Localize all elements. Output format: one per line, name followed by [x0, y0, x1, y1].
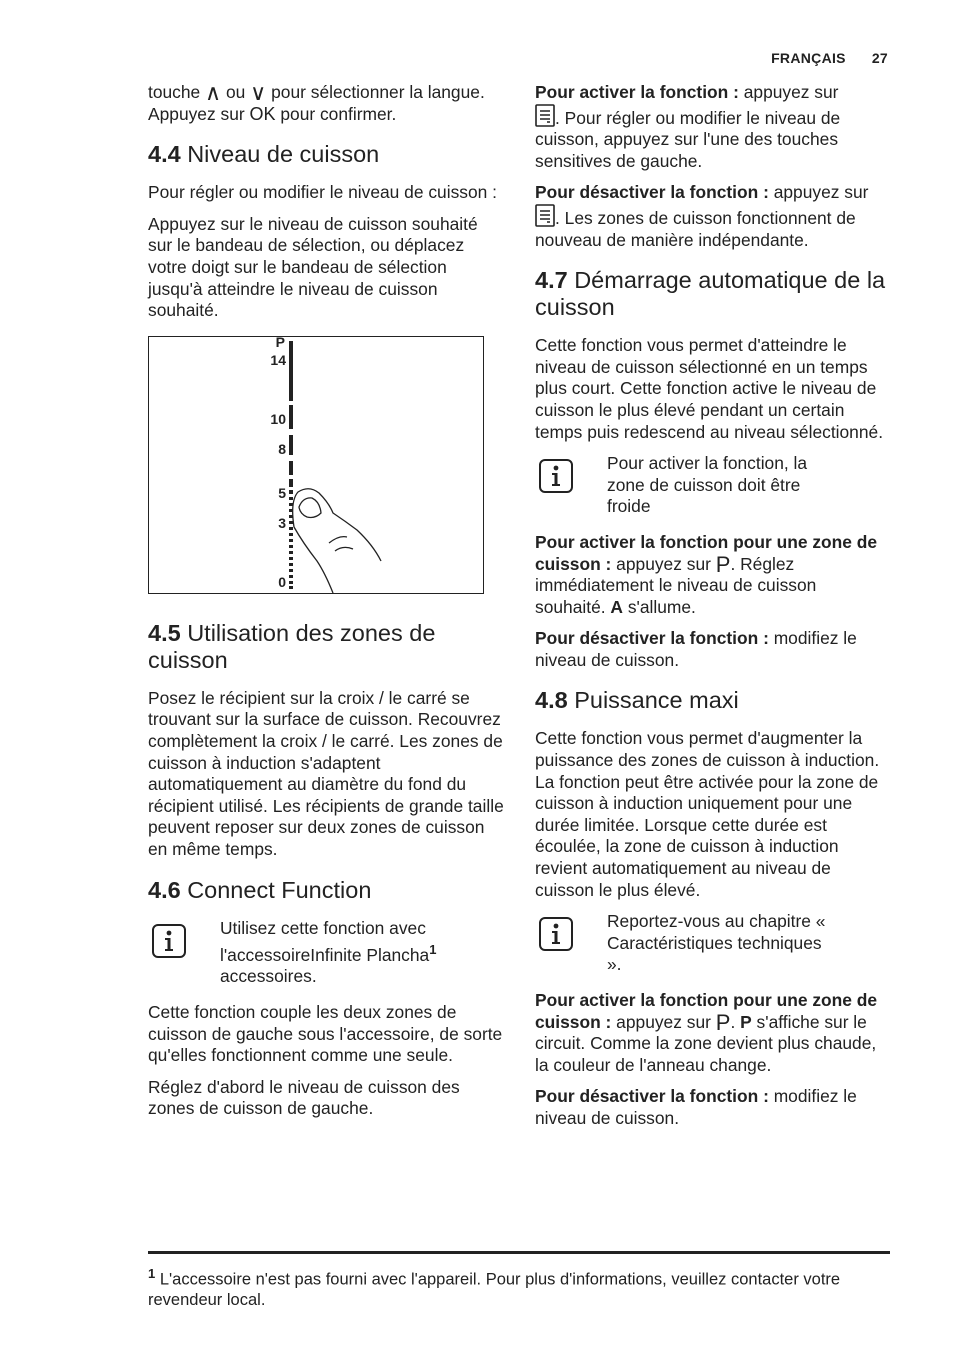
intro-text-2: ou: [221, 82, 251, 102]
section-4-8-heading: [535, 687, 891, 714]
section-4-7-p2: [535, 532, 891, 618]
text: s'affiche sur le circuit. Comme la zone devient plus chaude, la couleur de l'anneau change.: [535, 1011, 877, 1075]
info-note-text: Pour activer la fonction, la zone de cuisson doit être froide: [607, 453, 808, 517]
section-4-6-p1: Cette fonction couple les deux zones de cuisson de gauche sous l'accessoire, de sorte qu'elles fonctionnent comme une seule.: [148, 1002, 503, 1066]
section-number: 4.7: [535, 267, 568, 294]
section-number: 4.8: [535, 687, 568, 714]
text: s'allume.: [622, 596, 696, 617]
info-note: [535, 911, 891, 976]
section-number: 4.5: [148, 619, 181, 646]
footnote-number: 1: [148, 1266, 156, 1281]
section-4-7-p3: [535, 628, 891, 671]
section-4-4-p1: Pour régler ou modifier le niveau de cuisson :: [148, 182, 497, 203]
bold-lead: Pour activer la fonction pour une zone de cuisson :: [535, 990, 878, 1032]
section-4-8-p2: [535, 990, 891, 1076]
slider-figure: [148, 336, 484, 594]
text: . Les zones de cuisson fonctionnent de nouveau de manière indépendante.: [535, 207, 856, 250]
header-language: FRANÇAIS: [771, 50, 846, 66]
slider-label-10: 10: [270, 410, 286, 427]
slider-illustration: [149, 337, 483, 593]
info-icon: [539, 459, 573, 493]
bold-lead: Pour activer la fonction :: [535, 82, 739, 102]
section-title: Niveau de cuisson: [180, 141, 380, 168]
footnote-text: L'accessoire n'est pas fourni avec l'appareil. Pour plus d'informations, veuillez contacter votre revendeur local.: [148, 1270, 841, 1309]
text: . Réglez immédiatement le niveau de cuisson souhaité.: [535, 553, 817, 617]
section-4-7-heading: [535, 267, 891, 321]
down-arrow-icon: ∨: [250, 80, 267, 105]
slider-label-p: P: [275, 336, 285, 350]
p-key-icon: P: [715, 551, 731, 577]
connect-function-icon: [535, 104, 555, 128]
deactivate-function: [535, 182, 891, 251]
info-icon: [152, 924, 186, 958]
bold-lead: Pour activer la fonction pour une zone de cuisson :: [535, 531, 878, 574]
text: appuyez sur: [611, 553, 716, 574]
slider-label-14: 14: [270, 351, 286, 368]
footnote: [148, 1264, 890, 1311]
note-text-a: Utilisez cette fonction avec l'accessoireInfinite Plancha: [220, 917, 430, 965]
info-note-text: [220, 918, 506, 989]
intro-text-3: pour sélectionner la langue. Appuyez sur: [148, 82, 485, 124]
footnote-divider: [148, 1251, 890, 1254]
bold-lead: Pour désactiver la fonction :: [535, 182, 769, 203]
section-title: Connect Function: [180, 876, 372, 903]
page-number: 27: [871, 50, 888, 66]
section-number: 4.6: [148, 876, 181, 903]
indicator-a: A: [610, 596, 623, 617]
bold-lead: Pour désactiver la fonction :: [535, 628, 769, 649]
section-title: Démarrage automatique de la cuisson: [535, 267, 886, 321]
text: modifiez le niveau de cuisson.: [535, 628, 857, 670]
up-arrow-icon: ∧: [205, 80, 222, 105]
indicator-p: P: [740, 1011, 752, 1032]
section-4-4-heading: [148, 141, 506, 168]
page-header: [771, 50, 888, 66]
connect-function-icon: [535, 204, 555, 228]
text: modifiez le niveau de cuisson.: [535, 1086, 857, 1128]
info-note-text: Reportez-vous au chapitre « Caractéristiques techniques ».: [607, 911, 826, 975]
bold-lead: Pour désactiver la fonction :: [535, 1086, 769, 1107]
section-4-5-heading: [148, 620, 506, 674]
section-4-5-p1: Posez le récipient sur la croix / le carré se trouvant sur la surface de cuisson. Recouvrez complètement la croix / le carré. Les zones de cuisson à induction s'adaptent automatiquement au diamètre du fond du récipient utilisé. Les récipients de grande taille peuvent reposer sur deux zones de cuisson en même temps.: [148, 687, 504, 859]
section-4-6-heading: [148, 877, 506, 904]
section-4-4-p2: Appuyez sur le niveau de cuisson souhaité sur le bandeau de sélection, ou déplacez votre doigt sur le bandeau de sélection jusqu'à atteindre le niveau de cuisson souhaité.: [148, 213, 478, 321]
text: appuyez sur: [611, 1011, 716, 1032]
left-column: [148, 82, 506, 1130]
slider-label-5: 5: [278, 484, 286, 501]
activate-function: [535, 82, 891, 172]
intro-text-4: pour confirmer.: [275, 103, 397, 124]
section-4-7-p1: Cette fonction vous permet d'atteindre le niveau de cuisson sélectionné en un temps plus court. Cette fonction active le niveau de cuisson le plus élevé pendant un certain temps puis redescend au niveau sélectionné.: [535, 335, 884, 442]
section-4-8-p1: Cette fonction vous permet d'augmenter la puissance des zones de cuisson à induction. La fonction peut être activée pour la zone de cuisson à induction uniquement pour une durée limitée. Lorsque cette durée est écoulée, la zone de cuisson à induction revient automatiquement au niveau de cuisson le plus élevé.: [535, 728, 880, 900]
info-note: [148, 918, 506, 989]
right-column: [535, 82, 891, 1140]
ok-icon: OK: [249, 103, 276, 124]
p-key-icon: P: [715, 1009, 731, 1035]
text: .: [730, 1011, 741, 1032]
section-4-8-p3: [535, 1086, 891, 1129]
slider-label-0: 0: [278, 573, 286, 590]
text: appuyez sur: [738, 82, 839, 102]
section-number: 4.4: [148, 141, 181, 168]
footnote-ref: 1: [429, 942, 437, 958]
note-text-b: accessoires.: [220, 966, 317, 987]
slider-bar: [289, 341, 293, 589]
slider-label-3: 3: [278, 514, 286, 531]
slider-label-8: 8: [278, 440, 286, 457]
text: . Pour régler ou modifier le niveau de cuisson, appuyez sur l'une des touches sensitives de gauche.: [535, 107, 841, 171]
section-title: Puissance maxi: [567, 687, 739, 714]
finger-icon: [293, 488, 381, 592]
section-4-6-p2: Réglez d'abord le niveau de cuisson des zones de cuisson de gauche.: [148, 1076, 460, 1119]
language-instruction: [148, 82, 506, 125]
section-title: Utilisation des zones de cuisson: [148, 619, 436, 673]
info-icon: [539, 917, 573, 951]
intro-text-1: touche: [148, 82, 206, 102]
text: appuyez sur: [768, 182, 869, 203]
info-note: [535, 453, 891, 518]
